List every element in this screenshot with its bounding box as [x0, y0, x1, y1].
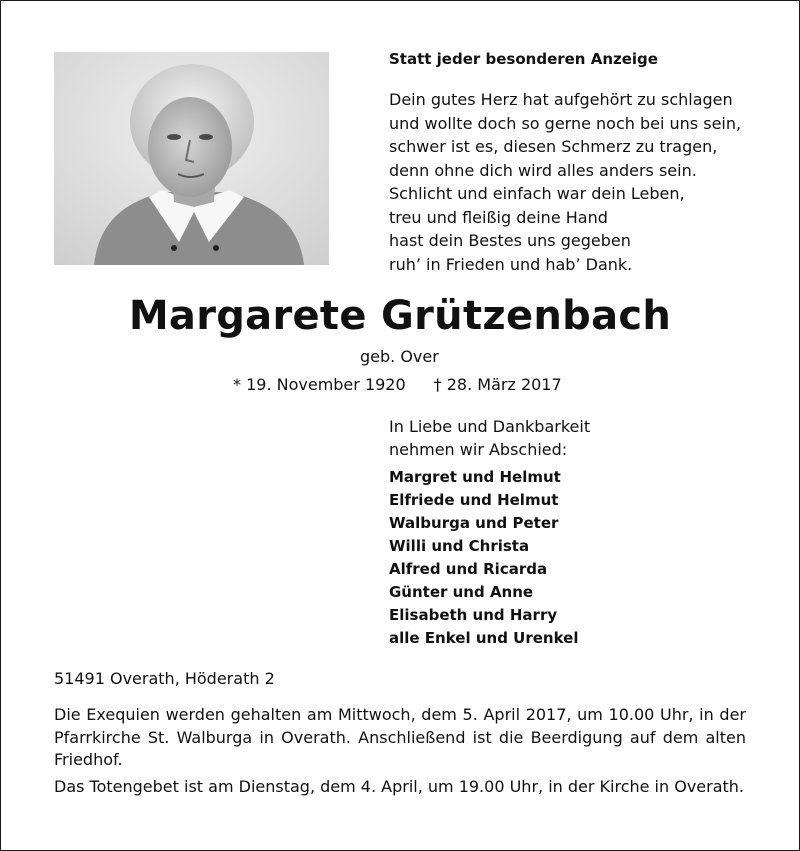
mourner-item: Walburga und Peter — [389, 514, 559, 532]
mourner-item: Günter und Anne — [389, 583, 534, 601]
maiden-name: geb. Over — [360, 347, 439, 366]
mourner-item: Alfred und Ricarda — [389, 560, 548, 578]
portrait-icon — [54, 52, 329, 265]
exequies-notice: Die Exequien werden gehalten am Mittwoch, dem 5. April 2017, um 10.00 Uhr, in der Pfarrkirche St. Walburga in Overath. Anschließend ist die Beerdigung auf dem alten Friedhof. — [54, 705, 746, 769]
farewell-line: In Liebe und Dankbarkeit — [389, 417, 591, 436]
mourner-item: alle Enkel und Urenkel — [389, 629, 579, 647]
poem — [389, 88, 769, 276]
poem-line: denn ohne dich wird alles anders sein. — [389, 160, 697, 180]
prayer-notice: Das Totengebet ist am Dienstag, dem 4. April, um 19.00 Uhr, in der Kirche in Overath. — [54, 777, 745, 796]
notice-heading: Statt jeder besonderen Anzeige — [389, 50, 658, 68]
portrait-photo — [54, 52, 329, 265]
poem-line: schwer ist es, diesen Schmerz zu tragen, — [389, 137, 718, 156]
mourner-item: Elfriede und Helmut — [389, 491, 559, 509]
life-dates — [233, 374, 562, 396]
poem-line: und wollte doch so gerne noch bei uns sein, — [389, 113, 742, 133]
farewell-text — [389, 415, 590, 461]
death-date: † 28. März 2017 — [433, 375, 562, 394]
mourner-item: Willi und Christa — [389, 537, 530, 555]
poem-line: Schlicht und einfach war dein Leben, — [389, 184, 685, 203]
poem-line: Dein gutes Herz hat aufgehört zu schlagen — [389, 90, 733, 109]
poem-line: hast dein Bestes uns gegeben — [389, 231, 631, 250]
poem-line: treu und fleißig deine Hand — [389, 207, 608, 227]
deceased-name: Margarete Grützenbach — [128, 293, 672, 339]
family-address: 51491 Overath, Höderath 2 — [54, 669, 275, 688]
mourners-list — [389, 466, 578, 650]
poem-line: ruh’ in Frieden und hab’ Dank. — [389, 254, 633, 274]
farewell-line: nehmen wir Abschied: — [389, 440, 568, 459]
birth-date: * 19. November 1920 — [233, 375, 406, 394]
mourner-item: Elisabeth und Harry — [389, 606, 558, 624]
mourner-item: Margret und Helmut — [389, 468, 561, 486]
